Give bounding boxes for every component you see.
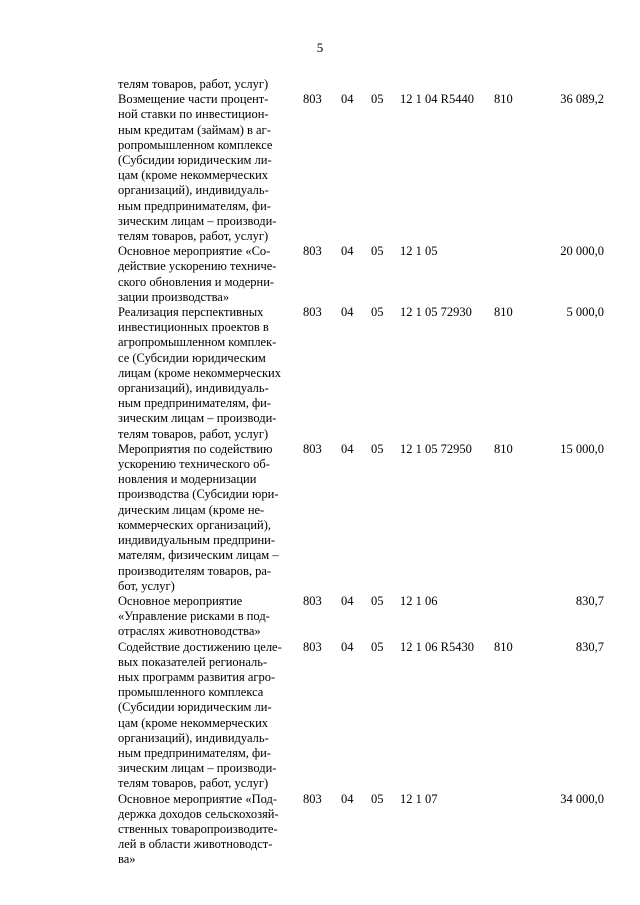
- description-line: новления и модернизации: [118, 472, 257, 487]
- table-row: [118, 442, 610, 594]
- description-line: ных программ развития агро-: [118, 669, 276, 684]
- ministry-code: 803: [303, 244, 322, 259]
- amount-value: 34 000,0: [560, 791, 604, 806]
- table-row: [118, 92, 610, 244]
- row-description: [118, 594, 298, 640]
- description-line: се (Субсидии юридическим: [118, 350, 266, 365]
- expense-type-code: 810: [494, 92, 513, 107]
- amount-value: 15 000,0: [560, 441, 604, 456]
- subsection-code: 05: [371, 791, 384, 806]
- description-line: действие ускорению техниче-: [118, 259, 277, 274]
- subsection-code: 05: [371, 244, 384, 259]
- description-line: ского обновления и модерни-: [118, 274, 275, 289]
- description-line: ускорению технического об-: [118, 457, 270, 472]
- description-line: лицам (кроме некоммерческих: [118, 365, 281, 380]
- page-number: 5: [316, 40, 324, 55]
- description-line: организаций), индивидуаль-: [118, 730, 269, 745]
- description-line: коммерческих организаций),: [118, 517, 271, 532]
- description-line: Основное мероприятие «Под-: [118, 791, 278, 806]
- amount-value: 20 000,0: [560, 244, 604, 259]
- subsection-code: 05: [371, 593, 384, 608]
- section-code: 04: [341, 593, 354, 608]
- section-code: 04: [341, 441, 354, 456]
- expense-type-code: 810: [494, 305, 513, 320]
- description-line: Содействие достижению целе-: [118, 639, 282, 654]
- description-line: телям товаров, работ, услуг): [118, 426, 269, 441]
- description-line: телям товаров, работ, услуг): [118, 776, 269, 791]
- expense-type-code: 810: [494, 639, 513, 654]
- description-line: зическим лицам – производи-: [118, 213, 277, 228]
- ministry-code: 803: [303, 305, 322, 320]
- row-description: [118, 442, 298, 594]
- amount-value: 830,7: [575, 639, 604, 654]
- subsection-code: 05: [371, 305, 384, 320]
- description-line: Основное мероприятие: [118, 593, 243, 608]
- row-description: [118, 305, 298, 442]
- description-line: ственных товаропроизводите-: [118, 821, 278, 836]
- description-line: (Субсидии юридическим ли-: [118, 153, 272, 168]
- table-row: [118, 77, 610, 92]
- description-line: вых показателей региональ-: [118, 654, 268, 669]
- target-article-code: 12 1 06 R5430: [400, 639, 474, 654]
- description-line: зации производства»: [118, 289, 230, 304]
- ministry-code: 803: [303, 639, 322, 654]
- target-article-code: 12 1 05: [400, 244, 438, 259]
- section-code: 04: [341, 639, 354, 654]
- amount-value: 5 000,0: [566, 305, 604, 320]
- ministry-code: 803: [303, 441, 322, 456]
- target-article-code: 12 1 07: [400, 791, 438, 806]
- amount-value: 36 089,2: [560, 92, 604, 107]
- description-line: зическим лицам – производи-: [118, 761, 277, 776]
- table-row: [118, 244, 610, 305]
- ministry-code: 803: [303, 92, 322, 107]
- row-description: [118, 792, 298, 868]
- description-line: производителям товаров, ра-: [118, 563, 272, 578]
- description-line: Основное мероприятие «Со-: [118, 244, 271, 259]
- description-line: ным предпринимателям, фи-: [118, 745, 271, 760]
- description-line: «Управление рисками в под-: [118, 609, 270, 624]
- subsection-code: 05: [371, 639, 384, 654]
- target-article-code: 12 1 05 72930: [400, 305, 472, 320]
- section-code: 04: [341, 791, 354, 806]
- description-line: телям товаров, работ, услуг): [118, 77, 269, 91]
- description-line: Возмещение части процент-: [118, 92, 269, 107]
- description-line: цам (кроме некоммерческих: [118, 715, 269, 730]
- section-code: 04: [341, 92, 354, 107]
- description-line: промышленного комплекса: [118, 685, 264, 700]
- target-article-code: 12 1 05 72950: [400, 441, 472, 456]
- description-line: отраслях животноводства»: [118, 624, 261, 639]
- description-line: Реализация перспективных: [118, 305, 264, 320]
- description-line: цам (кроме некоммерческих: [118, 168, 269, 183]
- row-description: [118, 244, 298, 305]
- description-line: ва»: [118, 852, 136, 867]
- description-line: организаций), индивидуаль-: [118, 381, 269, 396]
- description-line: (Субсидии юридическим ли-: [118, 700, 272, 715]
- budget-table: [118, 77, 610, 868]
- description-line: телям товаров, работ, услуг): [118, 229, 269, 244]
- table-row: [118, 792, 610, 868]
- target-article-code: 12 1 06: [400, 593, 438, 608]
- description-line: лей в области животноводст-: [118, 837, 273, 852]
- description-line: Мероприятия по содействию: [118, 441, 273, 456]
- description-line: организаций), индивидуаль-: [118, 183, 269, 198]
- expense-type-code: 810: [494, 441, 513, 456]
- table-row: [118, 640, 610, 792]
- subsection-code: 05: [371, 441, 384, 456]
- description-line: ным предпринимателям, фи-: [118, 198, 271, 213]
- row-description: [118, 92, 298, 244]
- section-code: 04: [341, 305, 354, 320]
- ministry-code: 803: [303, 791, 322, 806]
- description-line: мателям, физическим лицам –: [118, 548, 279, 563]
- description-line: держка доходов сельскохозяй-: [118, 806, 279, 821]
- row-description: [118, 77, 298, 92]
- section-code: 04: [341, 244, 354, 259]
- amount-value: 830,7: [575, 593, 604, 608]
- ministry-code: 803: [303, 593, 322, 608]
- description-line: ным кредитам (займам) в аг-: [118, 122, 271, 137]
- description-line: индивидуальным предприни-: [118, 533, 276, 548]
- description-line: инвестиционных проектов в: [118, 320, 269, 335]
- table-row: [118, 594, 610, 640]
- target-article-code: 12 1 04 R5440: [400, 92, 474, 107]
- description-line: бот, услуг): [118, 578, 175, 593]
- description-line: ной ставки по инвестицион-: [118, 107, 269, 122]
- description-line: зическим лицам – производи-: [118, 411, 277, 426]
- description-line: производства (Субсидии юри-: [118, 487, 279, 502]
- table-row: [118, 305, 610, 442]
- description-line: агропромышленном комплек-: [118, 335, 277, 350]
- description-line: дическим лицам (кроме не-: [118, 502, 265, 517]
- description-line: ропромышленном комплексе: [118, 137, 273, 152]
- description-line: ным предпринимателям, фи-: [118, 396, 271, 411]
- row-description: [118, 640, 298, 792]
- subsection-code: 05: [371, 92, 384, 107]
